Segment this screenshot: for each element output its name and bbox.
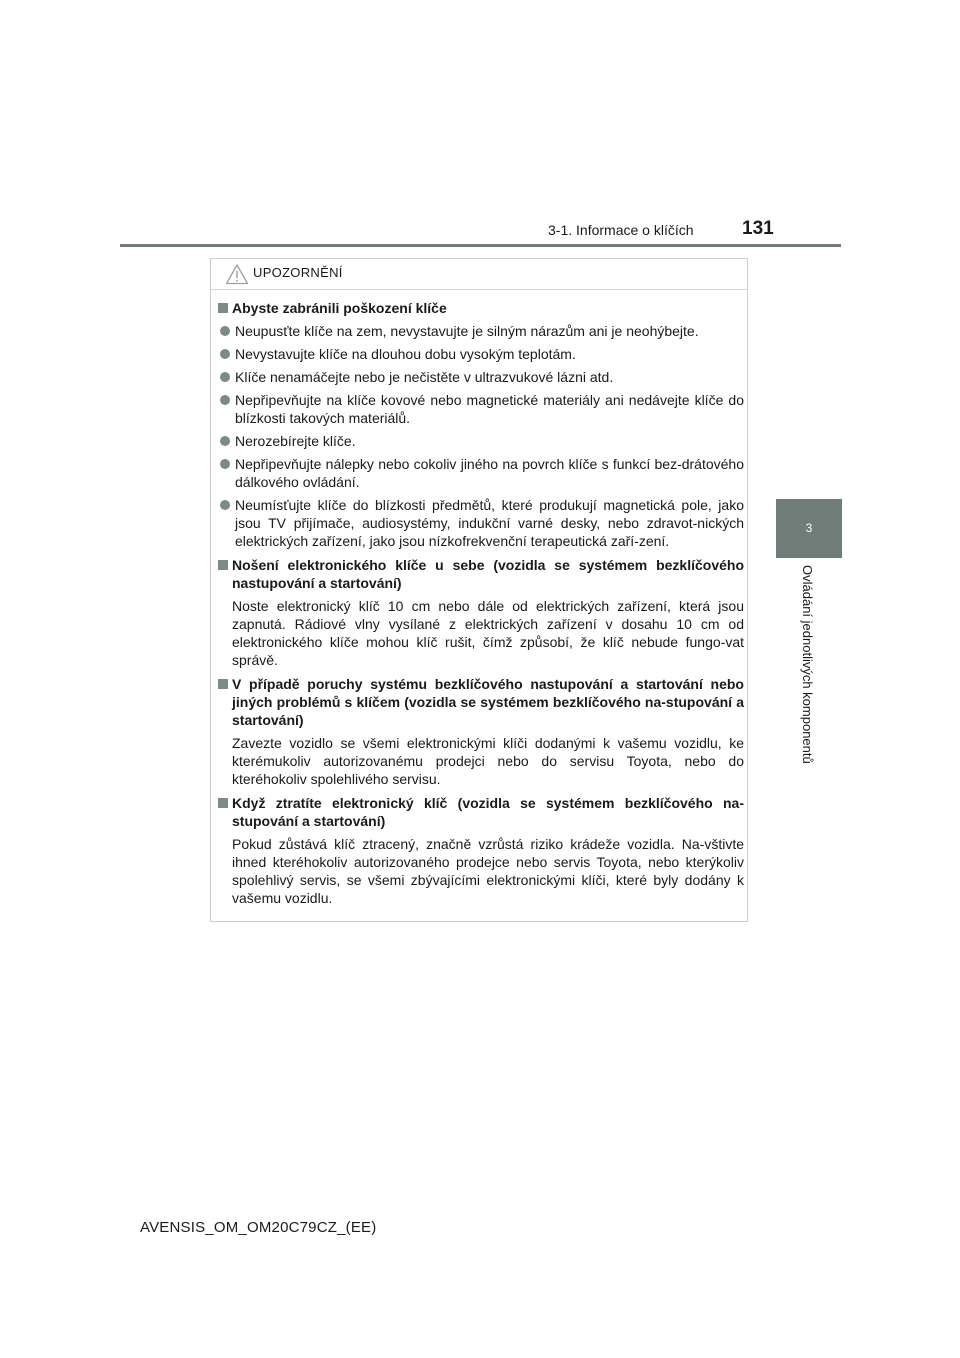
list-item — [218, 455, 744, 491]
list-item-text: Neupusťte klíče na zem, nevystavujte je silným nárazům ani je neohýbejte. — [235, 323, 699, 339]
round-bullet-icon — [220, 395, 230, 405]
page-number: 131 — [742, 218, 774, 239]
section-title: Když ztratíte elektronický klíč (vozidla se systémem bezklíčového na-stupování a startování) — [232, 795, 744, 829]
chapter-title-vertical: Ovládání jednotlivých komponentů — [800, 565, 815, 764]
section-heading — [218, 556, 744, 592]
list-item-text: Neumísťujte klíče do blízkosti předmětů, které produkují magnetická pole, jako jsou TV přijímače, audiosystémy, indukční varné desky, nebo zdravot-nických elektrických zařízení, jako jsou nízkofrekvenční terapeutická zaří-zení. — [235, 497, 744, 549]
section-body: Zavezte vozidlo se všemi elektronickými klíči dodanými k vašemu vozidlu, ke kterémukoliv autorizovanému prodejci nebo do servisu Toyota, nebo do kteréhokoliv spolehlivého servisu. — [232, 735, 744, 787]
section-body: Noste elektronický klíč 10 cm nebo dále od elektrických zařízení, která jsou zapnutá. Rádiové vlny vysílané z elektrických zařízení v dosahu 10 cm od elektronického klíče mohou klíč rušit, čímž způsobí, že klíč nebude fungo-vat správě. — [232, 598, 744, 668]
list-item — [218, 322, 744, 340]
caution-section — [218, 794, 744, 907]
list-item-text: Nepřipevňujte na klíče kovové nebo magnetické materiály ani nedávejte klíče do blízkosti takových materiálů. — [235, 392, 744, 426]
list-item-text: Nerozebírejte klíče. — [235, 433, 356, 449]
section-title: Nošení elektronického klíče u sebe (vozidla se systémem bezklíčového nastupování a startování) — [232, 557, 744, 591]
caution-section — [218, 556, 744, 669]
round-bullet-icon — [220, 459, 230, 469]
warning-triangle-icon — [225, 263, 249, 290]
section-title: Abyste zabránili poškození klíče — [232, 300, 447, 316]
square-bullet-icon — [218, 303, 228, 313]
list-item — [218, 368, 744, 386]
list-item-text: Klíče nenamáčejte nebo je nečistěte v ultrazvukové lázni atd. — [235, 369, 614, 385]
square-bullet-icon — [218, 798, 228, 808]
list-item-text: Nepřipevňujte nálepky nebo cokoliv jiného na povrch klíče s funkcí bez-drátového dálkového ovládání. — [235, 456, 744, 490]
square-bullet-icon — [218, 679, 228, 689]
section-heading — [218, 794, 744, 830]
round-bullet-icon — [220, 436, 230, 446]
section-title: V případě poruchy systému bezklíčového nastupování a startování nebo jiných problémů s klíčem (vozidla se systémem bezklíčového na-stupování a startování) — [232, 676, 744, 728]
caution-box — [210, 258, 748, 922]
caution-header — [211, 259, 747, 290]
section-heading — [218, 299, 744, 317]
round-bullet-icon — [220, 349, 230, 359]
list-item-text: Nevystavujte klíče na dlouhou dobu vysokým teplotám. — [235, 346, 576, 362]
list-item — [218, 496, 744, 550]
section-body: Pokud zůstává klíč ztracený, značně vzrůstá riziko krádeže vozidla. Na-vštivte ihned kteréhokoliv autorizovaného prodejce nebo servis Toyota, nebo kterýkoliv spolehlivý servis, se všemi zbývajícími elektronickými klíči, které byly dodány k vašemu vozidlu. — [232, 836, 744, 906]
footer-doc-code: AVENSIS_OM_OM20C79CZ_(EE) — [140, 1219, 377, 1236]
list-item — [218, 432, 744, 450]
header-section-title: 3-1. Informace o klíčích — [548, 222, 694, 238]
chapter-tab — [776, 499, 842, 558]
caution-section — [218, 299, 744, 550]
round-bullet-icon — [220, 372, 230, 382]
round-bullet-icon — [220, 326, 230, 336]
caution-label: UPOZORNĚNÍ — [253, 265, 343, 280]
round-bullet-icon — [220, 500, 230, 510]
header-rule — [120, 244, 841, 247]
square-bullet-icon — [218, 560, 228, 570]
section-heading — [218, 675, 744, 729]
caution-content — [218, 299, 744, 907]
caution-section — [218, 675, 744, 788]
bullet-list — [218, 322, 744, 550]
list-item — [218, 391, 744, 427]
chapter-number: 3 — [805, 521, 813, 535]
list-item — [218, 345, 744, 363]
